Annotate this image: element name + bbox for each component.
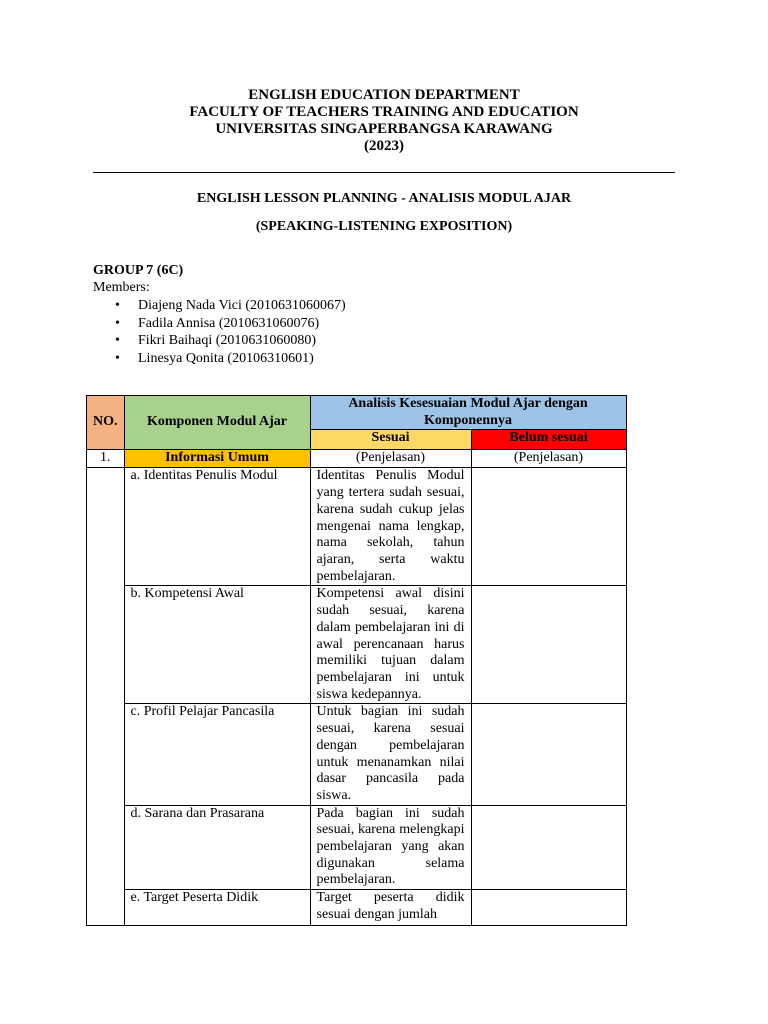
komponen-header: Komponen Modul Ajar: [124, 396, 310, 450]
document-title: ENGLISH LESSON PLANNING - ANALISIS MODUL AJAR: [196, 191, 572, 206]
sesuai-cell: Identitas Penulis Modul yang tertera sudah sesuai, karena sudah cukup jelas mengenai nama lengkap, nama sekolah, tahun ajaran, serta waktu pembelajaran.: [310, 468, 471, 586]
section-sesuai: (Penjelasan): [310, 450, 471, 468]
komponen-cell: e. Target Peserta Didik: [124, 890, 310, 926]
department-line: ENGLISH EDUCATION DEPARTMENT: [248, 87, 520, 103]
group-name: GROUP 7 (6C): [93, 263, 184, 278]
section-label: Informasi Umum: [124, 450, 310, 468]
document-subtitle: (SPEAKING-LISTENING EXPOSITION): [255, 219, 513, 234]
sesuai-cell: Target peserta didik sesuai dengan jumlah: [310, 890, 471, 926]
header-divider: [93, 172, 675, 173]
sesuai-header: Sesuai: [310, 430, 471, 450]
belum-cell: [471, 890, 626, 926]
komponen-cell: d. Sarana dan Prasarana: [124, 805, 310, 890]
member-item: [93, 332, 346, 350]
analysis-table: [86, 395, 627, 926]
sesuai-cell: Kompetensi awal disini sudah sesuai, karena dalam pembelajaran ini di awal perencanaan harus memiliki tujuan dalam pembelajaran ini untuk siswa kedepannya.: [310, 586, 471, 704]
sesuai-cell: Pada bagian ini sudah sesuai, karena melengkapi pembelajaran yang akan digunakan selama pembelajaran.: [310, 805, 471, 890]
bullet-icon: •: [115, 333, 120, 348]
table-row: [87, 468, 627, 586]
belum-cell: [471, 805, 626, 890]
analisis-header: Analisis Kesesuaian Modul Ajar dengan Komponennya: [310, 396, 626, 430]
belum-cell: [471, 586, 626, 704]
faculty-line: FACULTY OF TEACHERS TRAINING AND EDUCATION: [189, 104, 579, 120]
bullet-icon: •: [115, 315, 120, 331]
member-name: Fadila Annisa (2010631060076): [138, 315, 320, 331]
no-header: NO.: [87, 396, 125, 450]
members-label: Members:: [93, 280, 150, 295]
member-name: Diajeng Nada Vici (2010631060067): [138, 298, 346, 313]
table-row: [87, 704, 627, 805]
member-item: [93, 350, 346, 368]
sesuai-cell: Untuk bagian ini sudah sesuai, karena sesuai dengan pembelajaran untuk menanamkan nilai dasar pancasila pada siswa.: [310, 704, 471, 805]
number-cell: [87, 468, 125, 926]
komponen-cell: b. Kompetensi Awal: [124, 586, 310, 704]
table-row: [87, 805, 627, 890]
members-list: [93, 297, 346, 367]
komponen-cell: c. Profil Pelajar Pancasila: [124, 704, 310, 805]
member-name: Linesya Qonita (20106310601): [138, 350, 314, 366]
member-name: Fikri Baihaqi (2010631060080): [138, 333, 317, 348]
university-line: UNIVERSITAS SINGAPERBANGSA KARAWANG: [215, 121, 553, 137]
belum-sesuai-header: Belum sesuai: [471, 430, 626, 450]
bullet-icon: •: [115, 350, 120, 366]
komponen-cell: a. Identitas Penulis Modul: [124, 468, 310, 586]
table-row: [87, 890, 627, 926]
section-belum: (Penjelasan): [471, 450, 626, 468]
member-item: [93, 297, 346, 315]
belum-cell: [471, 468, 626, 586]
section-number: 1.: [87, 450, 125, 468]
year-line: (2023): [364, 138, 404, 154]
bullet-icon: •: [115, 298, 120, 313]
member-item: [93, 315, 346, 333]
institution-header: [0, 87, 768, 155]
table-header-row: [87, 396, 627, 430]
table-row: [87, 586, 627, 704]
section-row: [87, 450, 627, 468]
belum-cell: [471, 704, 626, 805]
